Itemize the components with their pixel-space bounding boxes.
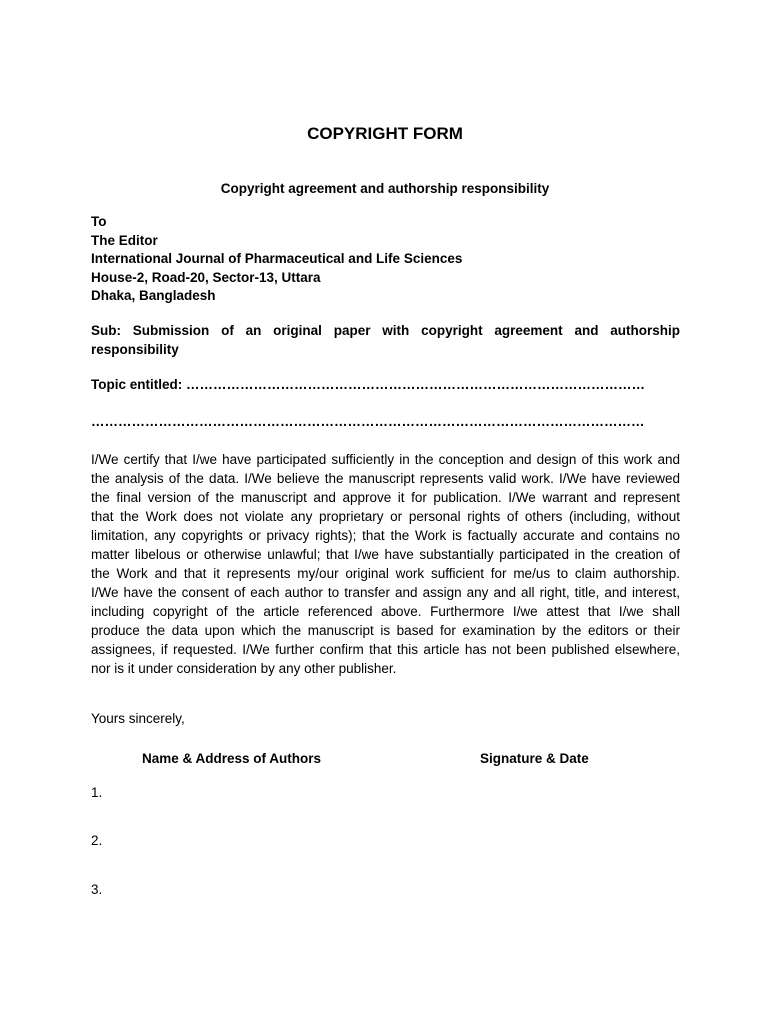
- author-entry-3: 3.: [91, 882, 103, 897]
- body-line: I/We have the consent of each author to transfer and assign any and all right, title, and interest,: [91, 585, 680, 600]
- body-line: including copyright of the article referenced above. Furthermore I/we attest that I/we shall: [91, 604, 680, 619]
- body-line: the Work and that it represents my/our original work sufficient for me/us to claim authorship.: [91, 566, 680, 581]
- form-subtitle: Copyright agreement and authorship responsibility: [220, 181, 550, 196]
- body-line: I/We certify that I/we have participated sufficiently in the conception and design of this work and: [91, 452, 680, 467]
- body-line: matter libelous or otherwise unlawful; that I/we have substantially participated in the creation of: [91, 547, 680, 562]
- body-line: that the Work does not violate any proprietary or personal rights of others (including, without: [91, 509, 680, 524]
- body-line: the analysis of the data. I/We believe the manuscript represents valid work. I/We have reviewed: [91, 471, 680, 486]
- body-line: assignees, if requested. I/We further confirm that this article has not been published elsewhere,: [91, 642, 680, 657]
- body-line: produce the data upon which the manuscript is based for examination by the editors or their: [91, 623, 680, 638]
- body-line: nor is it under consideration by any other publisher.: [91, 661, 397, 676]
- form-title: COPYRIGHT FORM: [307, 124, 463, 143]
- address-city: Dhaka, Bangladesh: [91, 288, 216, 303]
- address-journal: International Journal of Pharmaceutical and Life Sciences: [91, 251, 463, 266]
- topic-entitled-field: Topic entitled: …………………………………………………………………………………………: [91, 377, 645, 392]
- topic-continuation-field: ……………………………………………………………………………………………………………: [91, 414, 645, 429]
- authors-column-header: Name & Address of Authors: [142, 751, 322, 766]
- signature-column-header: Signature & Date: [480, 751, 589, 766]
- certification-paragraph: [91, 450, 680, 678]
- body-line: the final version of the manuscript and approve it for publication. I/We warrant and represent: [91, 490, 680, 505]
- body-line: limitation, any copyrights or privacy rights); that the Work is factually accurate and contains no: [91, 528, 680, 543]
- address-editor: The Editor: [91, 232, 158, 248]
- author-entry-2: 2.: [91, 833, 103, 848]
- author-entry-1: 1.: [91, 785, 103, 800]
- subject-line: Sub: Submission of an original paper with copyright agreement and authorship responsibility: [91, 323, 680, 357]
- closing-salutation: Yours sincerely,: [91, 711, 185, 726]
- address-to: To: [91, 214, 107, 229]
- address-street: House-2, Road-20, Sector-13, Uttara: [91, 269, 321, 285]
- recipient-address: [91, 213, 462, 306]
